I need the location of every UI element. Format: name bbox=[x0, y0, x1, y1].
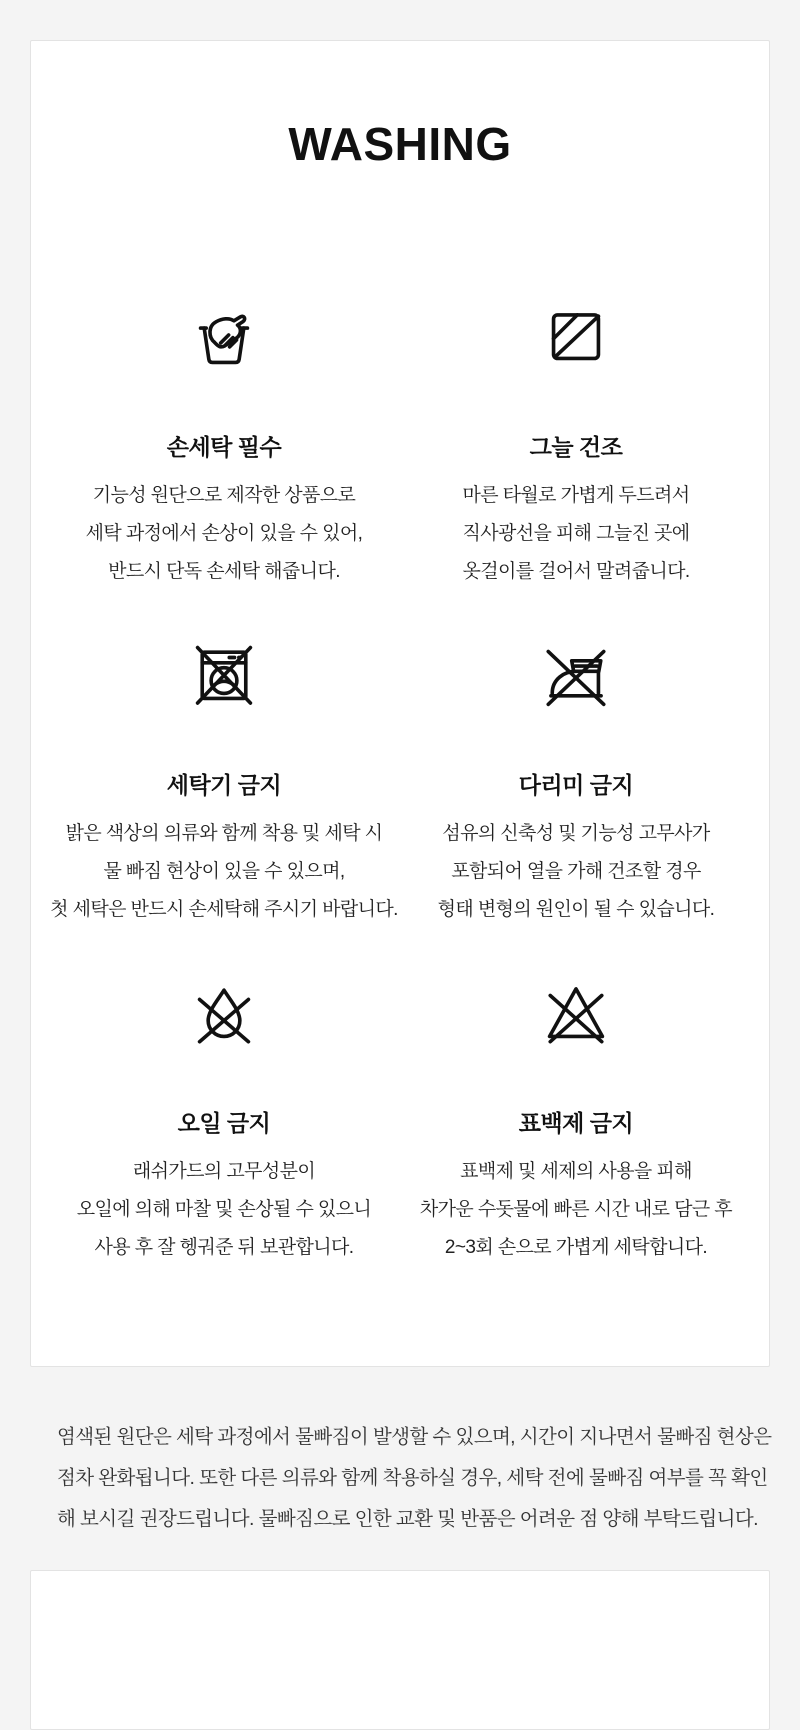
care-item-title: 표백제 금지 bbox=[518, 1110, 634, 1136]
care-item-line: 형태 변형의 원인이 될 수 있습니다. bbox=[437, 899, 715, 920]
care-item-line: 밝은 색상의 의류와 함께 착용 및 세탁 시 bbox=[65, 823, 383, 844]
no-oil-icon bbox=[191, 979, 257, 1045]
care-item-line: 포함되어 열을 가해 건조할 경우 bbox=[451, 861, 701, 882]
care-item-no-machine-wash bbox=[48, 641, 400, 929]
care-item-line: 섬유의 신축성 및 기능성 고무사가 bbox=[442, 823, 710, 844]
care-item-line: 반드시 단독 손세탁 해줍니다. bbox=[108, 561, 340, 582]
care-notice-line: 염색된 원단은 세탁 과정에서 물빠짐이 발생할 수 있으며, 시간이 지나면서 물빠짐 현상은 bbox=[57, 1426, 772, 1448]
care-item-shade-dry bbox=[400, 303, 752, 591]
care-item-line: 사용 후 잘 헹궈준 뒤 보관합니다. bbox=[94, 1237, 354, 1258]
care-item-no-bleach bbox=[400, 979, 752, 1267]
care-item-lines bbox=[77, 1153, 371, 1267]
no-bleach-icon bbox=[543, 979, 609, 1045]
care-grid bbox=[48, 303, 752, 1267]
care-item-line: 래쉬가드의 고무성분이 bbox=[132, 1161, 316, 1182]
care-notice-paragraph bbox=[57, 1417, 772, 1540]
care-item-title: 그늘 건조 bbox=[529, 434, 623, 460]
hand-wash-icon bbox=[191, 303, 257, 369]
care-item-line: 물 빠짐 현상이 있을 수 있으며, bbox=[103, 861, 345, 882]
next-section-card bbox=[30, 1570, 770, 1730]
care-item-line: 표백제 및 세제의 사용을 피해 bbox=[460, 1161, 692, 1182]
no-iron-icon bbox=[543, 641, 609, 707]
page-title: WASHING bbox=[288, 118, 512, 170]
care-item-lines bbox=[86, 477, 363, 591]
care-item-line: 세탁 과정에서 손상이 있을 수 있어, bbox=[85, 523, 363, 544]
care-item-lines bbox=[438, 815, 715, 929]
no-machine-wash-icon bbox=[191, 641, 257, 707]
care-item-lines bbox=[50, 815, 398, 929]
care-item-line: 옷걸이를 걸어서 말려줍니다. bbox=[462, 561, 690, 582]
care-item-no-oil bbox=[48, 979, 400, 1267]
care-item-title: 오일 금지 bbox=[177, 1110, 271, 1136]
shade-dry-icon bbox=[543, 303, 609, 369]
care-item-title: 다리미 금지 bbox=[518, 772, 634, 798]
care-item-line: 첫 세탁은 반드시 손세탁해 주시기 바랍니다. bbox=[50, 899, 398, 920]
care-item-title: 손세탁 필수 bbox=[166, 434, 282, 460]
care-item-line: 마른 타월로 가볍게 두드려서 bbox=[462, 485, 690, 506]
care-item-lines bbox=[462, 477, 689, 591]
care-item-line: 차가운 수돗물에 빠른 시간 내로 담근 후 bbox=[419, 1199, 733, 1220]
care-item-line: 기능성 원단으로 제작한 상품으로 bbox=[92, 485, 356, 506]
care-item-title: 세탁기 금지 bbox=[166, 772, 282, 798]
care-item-no-iron bbox=[400, 641, 752, 929]
care-notice-line: 해 보시길 권장드립니다. 물빠짐으로 인한 교환 및 반품은 어려운 점 양해 부탁드립니다. bbox=[57, 1508, 758, 1530]
care-item-line: 2~3회 손으로 가볍게 세탁합니다. bbox=[444, 1237, 708, 1258]
washing-info-card bbox=[30, 40, 770, 1367]
care-item-line: 직사광선을 피해 그늘진 곳에 bbox=[462, 523, 690, 544]
care-item-hand-wash bbox=[48, 303, 400, 591]
care-item-line: 오일에 의해 마찰 및 손상될 수 있으니 bbox=[76, 1199, 372, 1220]
care-notice-line: 점차 완화됩니다. 또한 다른 의류와 함께 착용하실 경우, 세탁 전에 물빠짐 여부를 꼭 확인 bbox=[57, 1467, 768, 1489]
care-item-lines bbox=[420, 1153, 732, 1267]
